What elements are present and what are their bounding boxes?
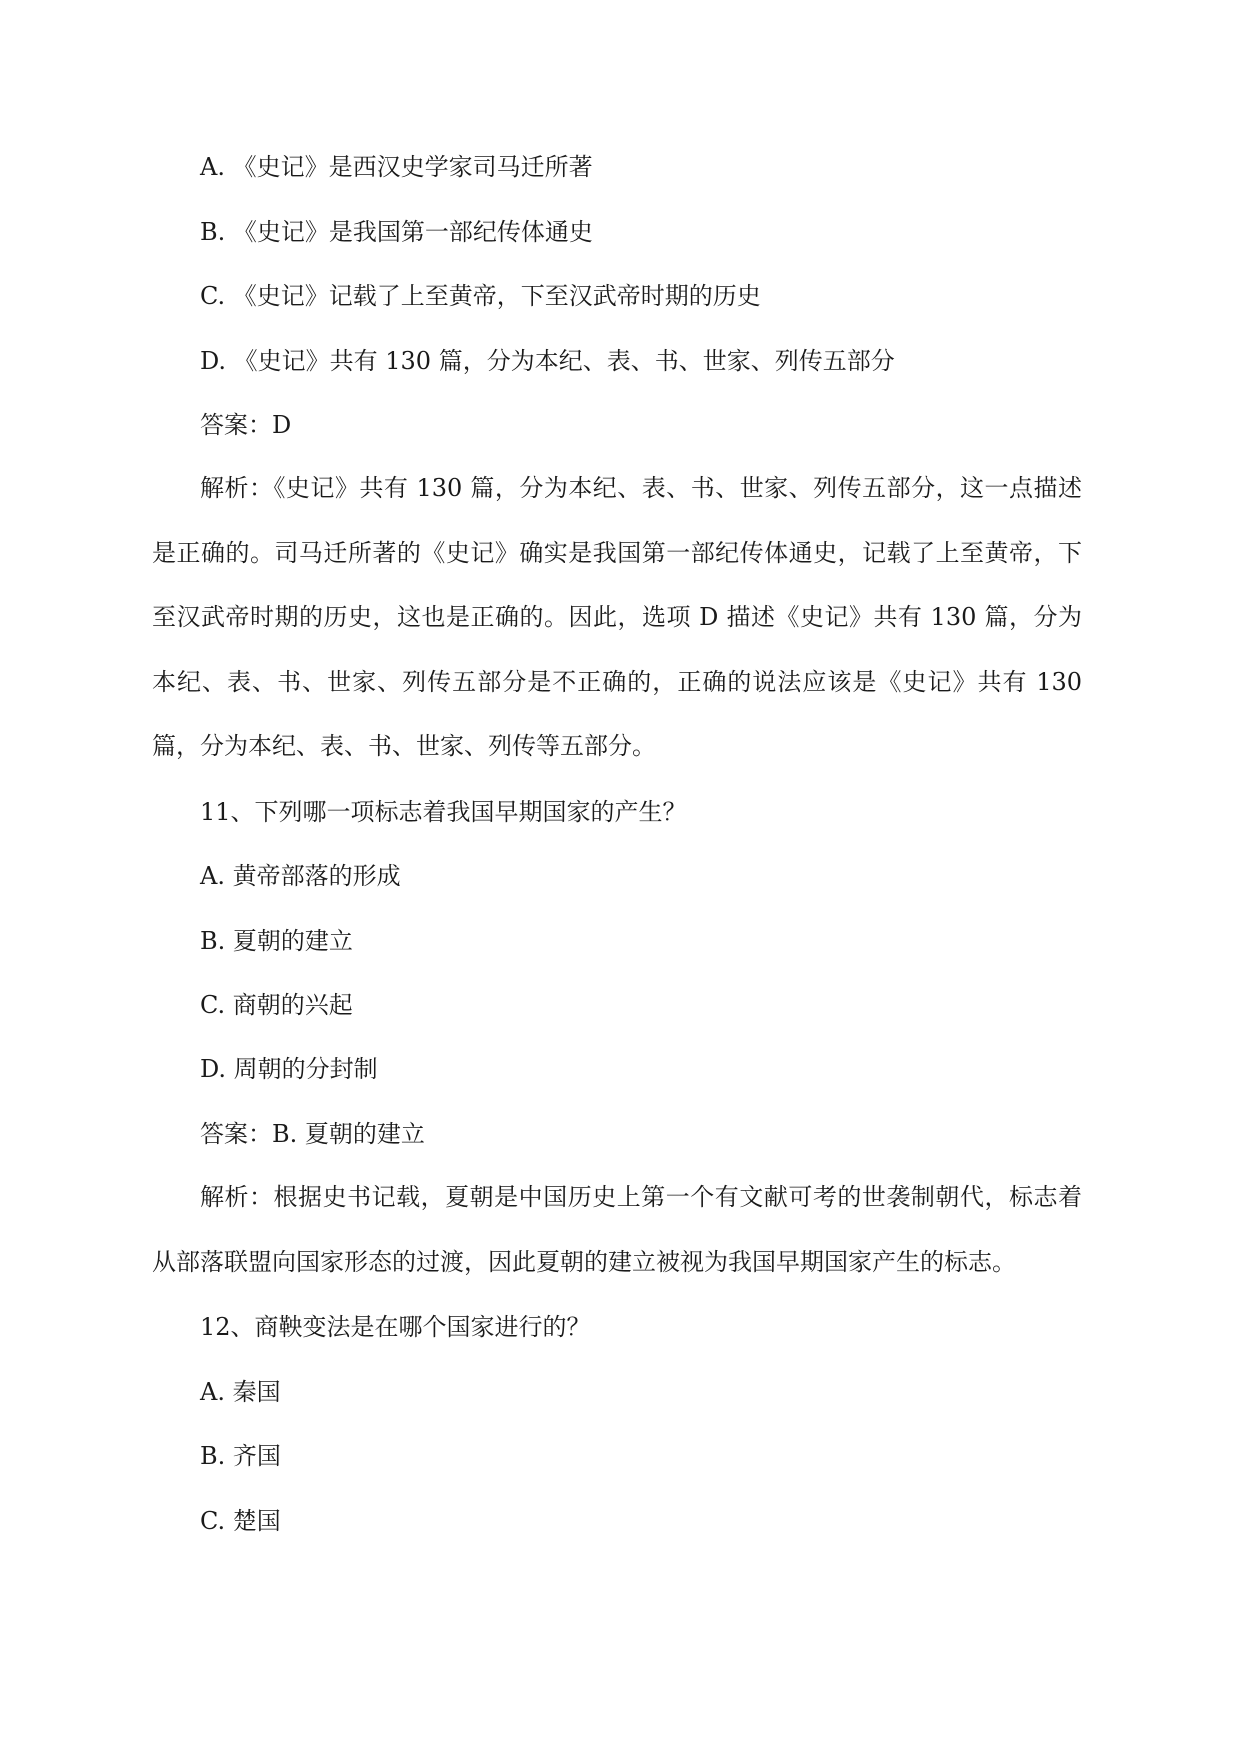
q11-answer: 答案：B. 夏朝的建立 bbox=[200, 1120, 425, 1148]
q12-option-c: C. 楚国 bbox=[200, 1507, 281, 1535]
q11-option-c: C. 商朝的兴起 bbox=[200, 991, 353, 1019]
question-12: 12、商鞅变法是在哪个国家进行的？ bbox=[200, 1313, 591, 1341]
q11-analysis-paragraph: 解析：根据史书记载，夏朝是中国历史上第一个有文献可考的世袭制朝代，标志着从部落联盟向国家形态的过渡，因此夏朝的建立被视为我国早期国家产生的标志。 bbox=[152, 1183, 1082, 1276]
option-c: C. 《史记》记载了上至黄帝，下至汉武帝时期的历史 bbox=[200, 282, 761, 310]
q12-option-a: A. 秦国 bbox=[200, 1378, 281, 1406]
analysis-paragraph: 解析：《史记》共有 130 篇，分为本纪、表、书、世家、列传五部分，这一点描述是正确的。司马迁所著的《史记》确实是我国第一部纪传体通史，记载了上至黄帝，下至汉武帝时期的历史，这也是正确的。因此，选项 D 描述《史记》共有 130 篇，分为本纪、表、书、世家、列传五部分是不正确的，正确的说法应该是《史记》共有 130 篇，分为本纪、表、书、世家、列传等五部分。 bbox=[152, 474, 1082, 760]
option-a: A. 《史记》是西汉史学家司马迁所著 bbox=[200, 153, 593, 181]
question-11: 11、下列哪一项标志着我国早期国家的产生？ bbox=[200, 798, 687, 826]
option-b: B. 《史记》是我国第一部纪传体通史 bbox=[200, 218, 593, 246]
q11-option-a: A. 黄帝部落的形成 bbox=[200, 862, 401, 890]
q12-option-b: B. 齐国 bbox=[200, 1442, 281, 1470]
answer: 答案：D bbox=[200, 411, 292, 439]
q11-option-b: B. 夏朝的建立 bbox=[200, 927, 353, 955]
q11-option-d: D. 周朝的分封制 bbox=[200, 1055, 378, 1083]
option-d: D. 《史记》共有 130 篇，分为本纪、表、书、世家、列传五部分 bbox=[200, 347, 895, 375]
